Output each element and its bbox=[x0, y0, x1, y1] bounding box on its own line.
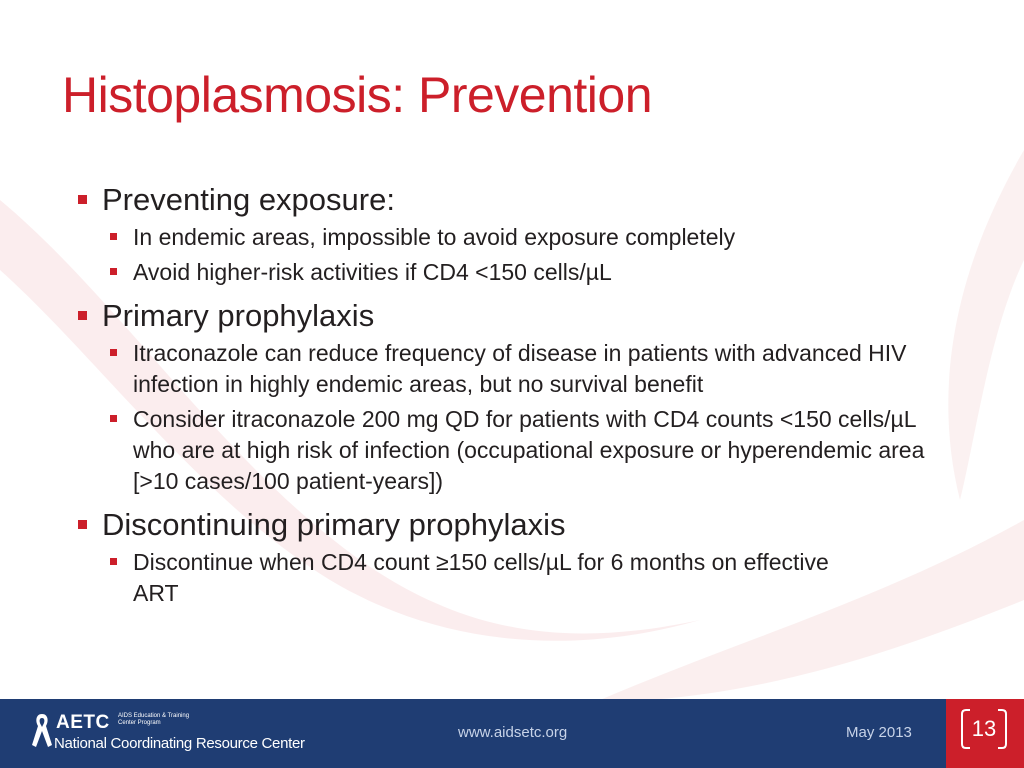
aetc-logo bbox=[30, 709, 320, 759]
page-number-panel bbox=[946, 699, 1024, 768]
bullet-item bbox=[76, 182, 956, 218]
square-bullet-icon bbox=[78, 520, 87, 529]
logo-subtitle: AIDS Education & Training Center Program bbox=[118, 713, 190, 726]
square-bullet-icon bbox=[110, 349, 117, 356]
sub-bullet-text: Avoid higher-risk activities if CD4 <150 cells/µL bbox=[133, 259, 612, 285]
footer-url-link[interactable]: www.aidsetc.org bbox=[458, 724, 568, 741]
square-bullet-icon bbox=[110, 558, 117, 565]
square-bullet-icon bbox=[110, 268, 117, 275]
sub-bullet-text: In endemic areas, impossible to avoid exposure completely bbox=[133, 224, 736, 250]
sub-bullet-item bbox=[108, 547, 873, 609]
bullet-item bbox=[76, 298, 956, 334]
page-number: 13 bbox=[971, 716, 997, 741]
square-bullet-icon bbox=[78, 195, 87, 204]
bullet-text: Primary prophylaxis bbox=[102, 298, 375, 333]
sub-bullet-text: Consider itraconazole 200 mg QD for patients with CD4 counts <150 cells/µL who are at high risk of infection (occupational exposure or hyperendemic area [>10 cases/100 patient-years]) bbox=[133, 406, 925, 494]
sub-bullet-text: Discontinue when CD4 count ≥150 cells/µL for 6 months on effective ART bbox=[133, 549, 829, 606]
footer-date: May 2013 bbox=[846, 724, 912, 741]
sub-bullet-item bbox=[108, 222, 956, 253]
slide-title: Histoplasmosis: Prevention bbox=[62, 67, 653, 123]
bullet-list bbox=[76, 182, 956, 609]
bullet-text: Preventing exposure: bbox=[102, 182, 395, 217]
bullet-item bbox=[76, 507, 956, 543]
logo-organization-name: National Coordinating Resource Center bbox=[54, 735, 305, 752]
sub-bullet-item bbox=[108, 338, 956, 400]
sub-bullet-item bbox=[108, 404, 956, 497]
square-bullet-icon bbox=[110, 415, 117, 422]
ribbon-icon bbox=[30, 711, 54, 751]
footer-bar bbox=[0, 699, 1024, 768]
page-number-box bbox=[960, 708, 1008, 750]
square-bullet-icon bbox=[110, 233, 117, 240]
sub-bullet-item bbox=[108, 257, 956, 288]
bullet-text: Discontinuing primary prophylaxis bbox=[102, 507, 566, 542]
sub-bullet-text: Itraconazole can reduce frequency of disease in patients with advanced HIV infection in highly endemic areas, but no survival benefit bbox=[133, 340, 907, 397]
square-bullet-icon bbox=[78, 311, 87, 320]
logo-aetc-text: AETC bbox=[56, 712, 110, 733]
